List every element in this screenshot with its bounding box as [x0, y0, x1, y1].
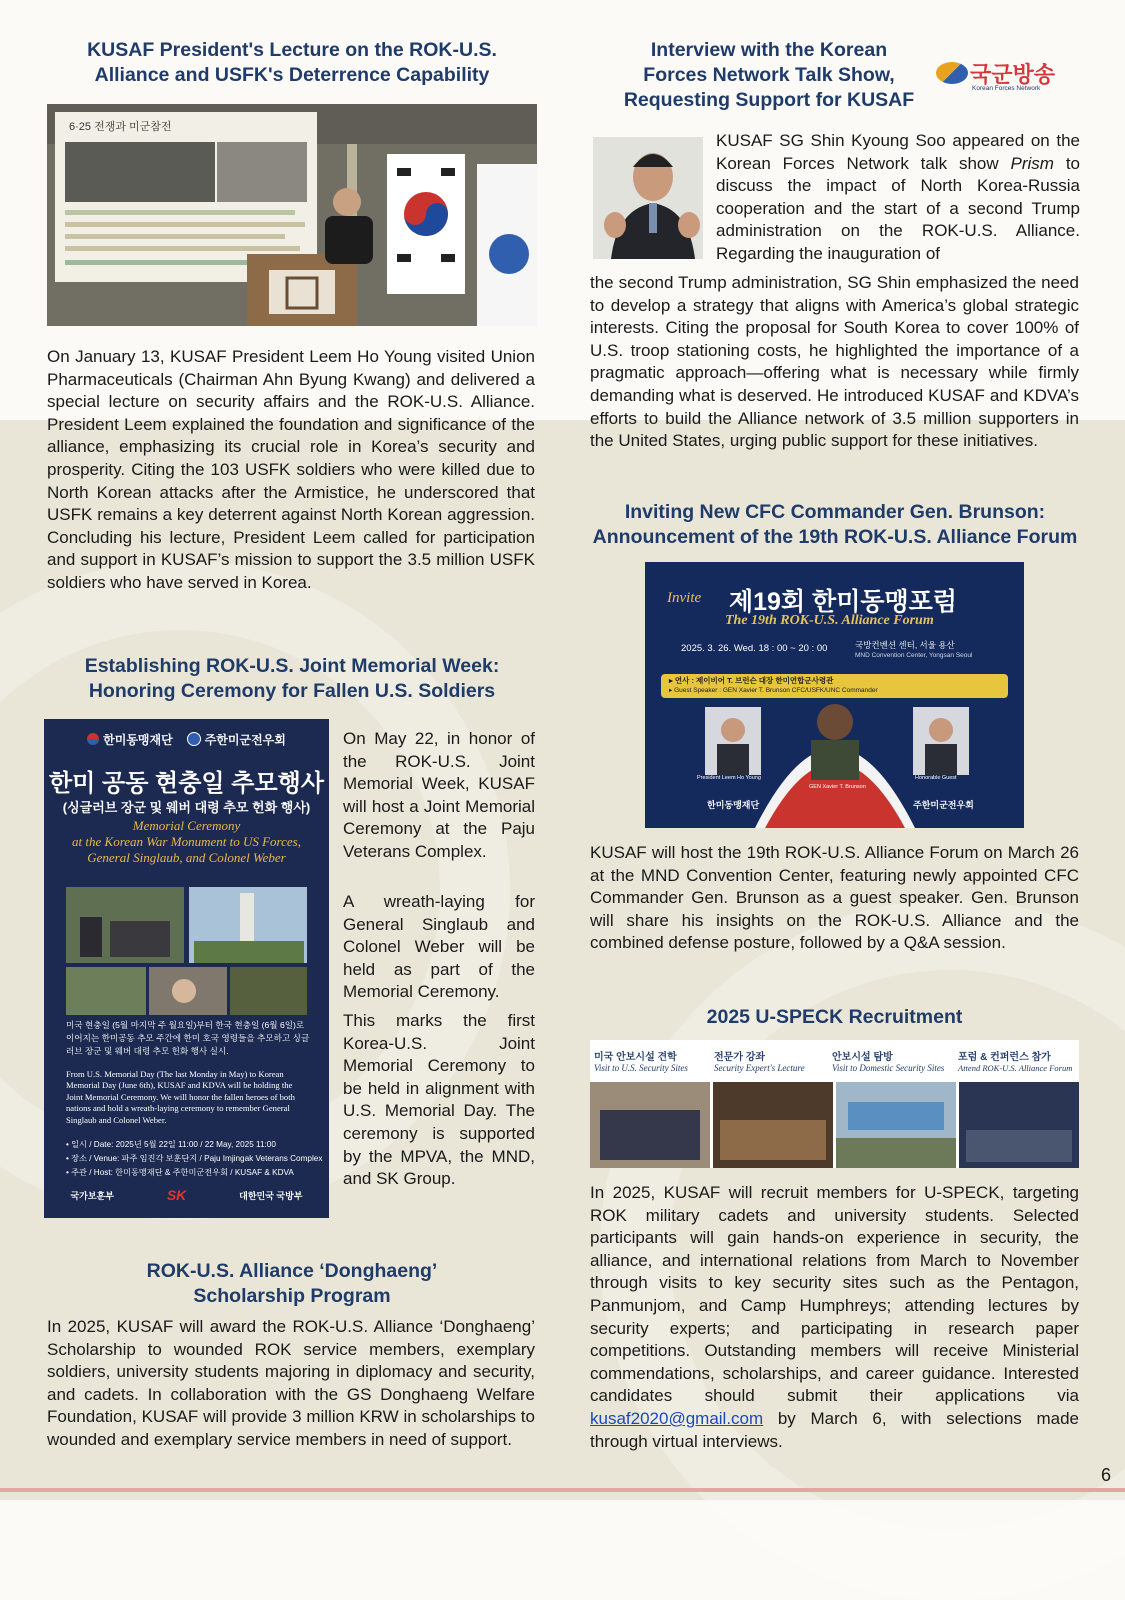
uspeck-panel-3: 안보시설 탐방 Visit to Domestic Security Sites [832, 1052, 945, 1073]
memorial-body-3: This marks the first Korea-U.S. Joint Memorial Ceremony to be held in alignment with U.S. Memorial Day. The ceremony is supported by the MPVA, the MND, and SK Group. [343, 1011, 535, 1189]
interview-heading: Interview with the Korean Forces Network Talk Show, Requesting Support for KUSAF [623, 39, 915, 111]
lecture-body: On January 13, KUSAF President Leem Ho Young visited Union Pharmaceuticals (Chairman Ahn Byung Kwang) and delivered a special lecture on security affairs and the ROK-U.S. Alliance. President Leem explained the foundation and significance of the alliance, emphasizing its crucial role in Korea’s security and prosperity. Citing the 103 USFK soldiers who were killed due to North Korean attacks after the Armistice, he underscored that USFK remains a key deterrent against North Korean aggression. Concluding his lecture, President Leem called for participation and support in KUSAF’s mission to support the 3.5 million USFK soldiers who have served in Korea. [47, 347, 535, 592]
uspeck-body: In 2025, KUSAF will recruit members for U-SPECK, targeting ROK military cadets and university students. Selected participants will gain hands-on experience in security, the alliance, and international relations from March to November through visits to key security sites such as the Pentagon, Panmunjom, and Camp Humphreys; attending lectures by security experts; and participating in research paper competitions. Outstanding members will receive Ministerial commendations, scholarships, and career guidance. Interested candidates should submit their applications via kusaf2020@gmail.com by March 6, with selections made through virtual interviews. [590, 1183, 1079, 1451]
banner-speaker-en: ▸ Guest Speaker : GEN Xavier T. Brunson CFC/USFK/UNC Commander [669, 687, 878, 694]
poster-host: • 주관 / Host: 한미동맹재단 & 주한미군전우회 / KUSAF & KDVA [66, 1168, 294, 1177]
poster-subtitle-ko: (싱글러브 장군 및 웨버 대령 추모 헌화 행사) [62, 800, 311, 815]
lecture-photo-illustration [47, 104, 537, 326]
memorial-body-2: A wreath-laying for General Singlaub and Colonel Weber will be held as part of the Memorial Ceremony. [343, 892, 535, 1002]
interview-body-cont: the second Trump administration, SG Shin emphasized the need to develop a strategy that aligns with America’s global strategic interests. Citing the proposal for South Korea to cover 100% of U.S. troop stationing costs, he highlighted the importance of a pragmatic approach—offering what is necessary while firmly demanding what is deserved. He introduced KUSAF and KDVA’s efforts to build the Alliance network of 3.5 million supporters in the United States, urging public support for these initiatives. [590, 273, 1079, 451]
banner-person-1: President Leem Ho Young [697, 775, 761, 781]
kdva-logo-icon [187, 732, 201, 746]
kfn-logo: 국군방송 Korean Forces Network [936, 58, 1061, 94]
forum-heading: Inviting New CFC Commander Gen. Brunson: Announcement of the 19th ROK-U.S. Alliance Forum [592, 501, 1078, 548]
lecture-photo [47, 104, 537, 326]
banner-org-2: 주한미군전우회 [913, 800, 974, 810]
banner-venue-en: MND Convention Center, Yongsan Seoul [855, 652, 973, 659]
poster-venue: • 장소 / Venue: 파주 임진각 보훈단지 / Paju Imjingak Veterans Complex [66, 1154, 323, 1163]
banner-date: 2025. 3. 26. Wed. 18 : 00 ~ 20 : 00 [681, 643, 828, 654]
banner-venue-ko: 국방컨벤션 센터, 서울 용산 [855, 640, 955, 650]
scholarship-heading: ROK-U.S. Alliance ‘Donghaeng’ Scholarship Program [146, 1260, 438, 1307]
bottom-rule [0, 1488, 1125, 1492]
memorial-body-1: On May 22, in honor of the ROK-U.S. Joint Memorial Week, KUSAF will host a Joint Memorial Ceremony at the Paju Veterans Complex. [343, 729, 535, 861]
poster-header: 한미동맹재단 주한미군전우회 [44, 719, 329, 759]
poster-photo-collage [44, 877, 329, 1017]
email-link[interactable]: kusaf2020@gmail.com [590, 1408, 764, 1428]
slide-title: 6·25 전쟁과 미군참전 [69, 121, 172, 133]
uspeck-panel-1: 미국 안보시설 견학 Visit to U.S. Security Sites [594, 1052, 688, 1073]
poster-date: • 일시 / Date: 2025년 5월 22일 11:00 / 22 May, 2025 11:00 [66, 1140, 276, 1149]
banner-speaker-ko: ▸ 연사 : 제이비어 T. 브런슨 대장 한미연합군사령관 [669, 676, 834, 685]
banner-title-en: The 19th ROK-U.S. Alliance Forum [725, 613, 934, 628]
scholarship-body: In 2025, KUSAF will award the ROK-U.S. Alliance ‘Donghaeng’ Scholarship to wounded ROK service members, exemplary soldiers, university students majoring in diplomacy and security, and cadets. In collaboration with the GS Donghaeng Welfare Foundation, KUSAF will provide 3 million KRW in scholarships to wounded and exemplary service members in need of support. [47, 1317, 535, 1449]
page-number: 6 [1100, 1465, 1111, 1485]
poster-sponsors: 국가보훈부 SK 대한민국 국방부 [70, 1187, 303, 1203]
uspeck-heading: 2025 U-SPECK Recruitment [706, 1006, 963, 1028]
kfn-emblem-icon [936, 62, 968, 84]
portrait-illustration [593, 137, 703, 259]
banner-invite: Invite [667, 590, 702, 606]
uspeck-panel-2: 전문가 강좌 Security Expert's Lecture [714, 1052, 805, 1073]
banner-title-ko: 제19회 한미동맹포럼 [729, 588, 957, 616]
memorial-heading: Establishing ROK-U.S. Joint Memorial Week: Honoring Ceremony for Fallen U.S. Soldiers [84, 655, 500, 702]
forum-body: KUSAF will host the 19th ROK-U.S. Alliance Forum on March 26 at the MND Convention Center, featuring newly appointed CFC Commander Gen. Brunson as a guest speaker. Gen. Brunson will share his insights on the ROK-U.S. Alliance and the combined defense posture, followed by a Q&A session. [590, 843, 1079, 953]
kusaf-logo-icon [87, 733, 99, 745]
lecture-heading: KUSAF President's Lecture on the ROK-U.S. Alliance and USFK's Deterrence Capability [87, 39, 497, 86]
shin-portrait [593, 137, 703, 259]
forum-banner [645, 562, 1024, 828]
banner-person-2: GEN Xavier T. Brunson [809, 784, 866, 790]
banner-person-3: Honorable Guest [915, 775, 957, 781]
poster-title-ko: 한미 공동 현충일 추모행사 [48, 770, 325, 797]
uspeck-panel-4: 포럼 & 컨퍼런스 참가 Attend ROK-U.S. Alliance Forum [958, 1052, 1073, 1073]
poster-desc-en: From U.S. Memorial Day (The last Monday in May) to Korean Memorial Day (June 6th), KUSAF and KDVA will be holding the Joint Memorial Ceremony. We will honor the fallen heroes of both nations and hold a wreath-laying ceremony to remember General Singlaub and Colonel Weber. [66, 1069, 295, 1125]
uspeck-strip [590, 1040, 1079, 1168]
interview-body-intro: KUSAF SG Shin Kyoung Soo appeared on the Korean Forces Network talk show Prism to discuss the impact of North Korea-Russia cooperation and the start of a second Trump administration on the ROK-U.S. Alliance. Regarding the inauguration of [716, 131, 1080, 263]
poster-desc-ko: 미국 현충일 (5월 마지막 주 월요일)부터 한국 현충일 (6월 6일)로 이어지는 한미공동 추모 주간에 한미 호국 영령들을 추모하고 싱글러브 장군 및 웨버 대령 추모 헌화 행사 실시. [66, 1020, 310, 1056]
poster-title-en: Memorial Ceremony at the Korean War Monument to US Forces, General Singlaub, and Colonel Weber [72, 818, 301, 865]
banner-org-1: 한미동맹재단 [707, 800, 760, 810]
memorial-poster [44, 719, 329, 1218]
